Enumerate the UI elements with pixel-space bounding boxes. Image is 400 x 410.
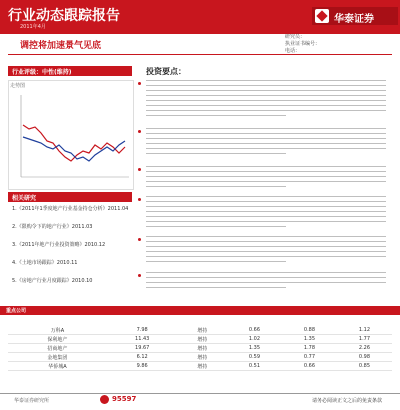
bullet-icon (138, 198, 141, 201)
bullet-icon (138, 130, 141, 133)
text-line (146, 241, 386, 242)
analyst-line: 执业证书编号： (285, 41, 321, 47)
table-cell: 1.35 (282, 335, 337, 344)
brand-name: 华泰证券 (334, 14, 374, 25)
key-companies-bar (0, 306, 400, 315)
table-cell: 0.98 (337, 353, 392, 362)
text-line (146, 153, 286, 154)
headline-divider (8, 54, 392, 55)
related-item: 5.《房地产行业月度跟踪》2010.10 (12, 278, 93, 284)
table-row (8, 335, 392, 344)
table-cell: 1.12 (337, 326, 392, 335)
table-cell: 2.26 (337, 344, 392, 353)
brand-logo (312, 7, 398, 25)
text-line (146, 201, 386, 202)
table-cell: 0.88 (282, 326, 337, 335)
text-line (146, 236, 386, 237)
table-cell: 华侨城A (8, 362, 107, 371)
rating-bar (8, 66, 132, 76)
table-cell: 保利地产 (8, 335, 107, 344)
phone-icon (100, 395, 109, 404)
related-research-bar (8, 192, 132, 202)
text-line (146, 251, 386, 252)
bullet-icon (138, 168, 141, 171)
chart-caption: 走势图 (10, 83, 26, 89)
related-item: 2.《限购令下的地产行业》2011.03 (12, 224, 93, 230)
table-cell: 0.85 (337, 362, 392, 371)
text-line (146, 256, 386, 257)
table-cell: 招商地产 (8, 344, 107, 353)
trend-chart-svg (9, 81, 133, 189)
table-cell: 增持 (178, 344, 227, 353)
table-cell: 增持 (178, 335, 227, 344)
table-cell: 9.86 (107, 362, 178, 371)
industry-rating: 行业评级：中性(维持) (12, 69, 72, 76)
related-research-title: 相关研究 (12, 195, 37, 202)
text-line (146, 246, 386, 247)
text-line (146, 138, 386, 139)
table-cell: 0.66 (282, 362, 337, 371)
text-line (146, 148, 386, 149)
table-cell: 1.35 (227, 344, 282, 353)
text-line (146, 80, 386, 81)
footer-divider (0, 393, 400, 394)
text-line (146, 186, 286, 187)
table-cell: 金地集团 (8, 353, 107, 362)
table-header-cell (178, 318, 227, 326)
table-cell: 增持 (178, 362, 227, 371)
text-line (146, 171, 386, 172)
table-cell: 增持 (178, 326, 227, 335)
table-row (8, 344, 392, 353)
table-cell: 0.51 (227, 362, 282, 371)
bullet-icon (138, 274, 141, 277)
text-line (146, 128, 386, 129)
table-header-cell (282, 318, 337, 326)
table-header-cell (107, 318, 178, 326)
related-item: 4.《土地市场跟踪》2010.11 (12, 260, 78, 266)
analyst-line: 研究员： (285, 34, 306, 40)
text-line (146, 216, 386, 217)
analyst-line: 电话： (285, 48, 301, 54)
text-line (146, 143, 386, 144)
text-line (146, 110, 386, 111)
text-line (146, 85, 386, 86)
stock-trend-chart (8, 80, 134, 190)
text-line (146, 261, 286, 262)
table-cell: 0.59 (227, 353, 282, 362)
bullet-icon (138, 238, 141, 241)
table-row (8, 362, 392, 371)
text-line (146, 226, 286, 227)
text-line (146, 206, 386, 207)
key-companies-table (8, 318, 392, 371)
table-cell: 万科A (8, 326, 107, 335)
text-line (146, 166, 386, 167)
investment-points-title: 投资要点： (146, 67, 186, 76)
table-row (8, 353, 392, 362)
brand-logo-icon (315, 9, 329, 23)
table-header-cell (8, 318, 107, 326)
table-header-row (8, 318, 392, 326)
text-line (146, 176, 386, 177)
table-cell: 1.02 (227, 335, 282, 344)
report-date: 2011年4月 (20, 24, 46, 30)
table-cell: 11.43 (107, 335, 178, 344)
table-cell: 19.67 (107, 344, 178, 353)
bullet-icon (138, 82, 141, 85)
table-row (8, 326, 392, 335)
text-line (146, 181, 386, 182)
text-line (146, 211, 386, 212)
footer-disclaimer: 请务必阅读正文之后的免责条款 (312, 398, 383, 404)
text-line (146, 221, 386, 222)
footer-hotline: 95597 (112, 395, 137, 403)
related-item: 1.《2011年1季度地产行业基金持仓分析》2011.04 (12, 206, 129, 212)
text-line (146, 105, 386, 106)
text-line (146, 95, 386, 96)
key-companies-title: 重点公司 (6, 308, 27, 314)
text-line (146, 277, 386, 278)
text-line (146, 90, 386, 91)
table-cell: 7.98 (107, 326, 178, 335)
table-cell: 0.77 (282, 353, 337, 362)
table-cell: 1.78 (282, 344, 337, 353)
table-cell: 增持 (178, 353, 227, 362)
table-cell: 6.12 (107, 353, 178, 362)
table-header-cell (337, 318, 392, 326)
text-line (146, 287, 286, 288)
table-cell: 1.77 (337, 335, 392, 344)
text-line (146, 196, 386, 197)
related-item: 3.《2011年地产行业投资策略》2010.12 (12, 242, 106, 248)
text-line (146, 100, 386, 101)
table-cell: 0.66 (227, 326, 282, 335)
text-line (146, 115, 286, 116)
report-type-title: 行业动态跟踪报告 (8, 8, 120, 24)
text-line (146, 272, 386, 273)
table-header-cell (227, 318, 282, 326)
footer-institute: 华泰证券研究所 (14, 398, 50, 404)
text-line (146, 282, 386, 283)
report-headline: 调控将加速景气见底 (20, 41, 102, 51)
text-line (146, 133, 386, 134)
